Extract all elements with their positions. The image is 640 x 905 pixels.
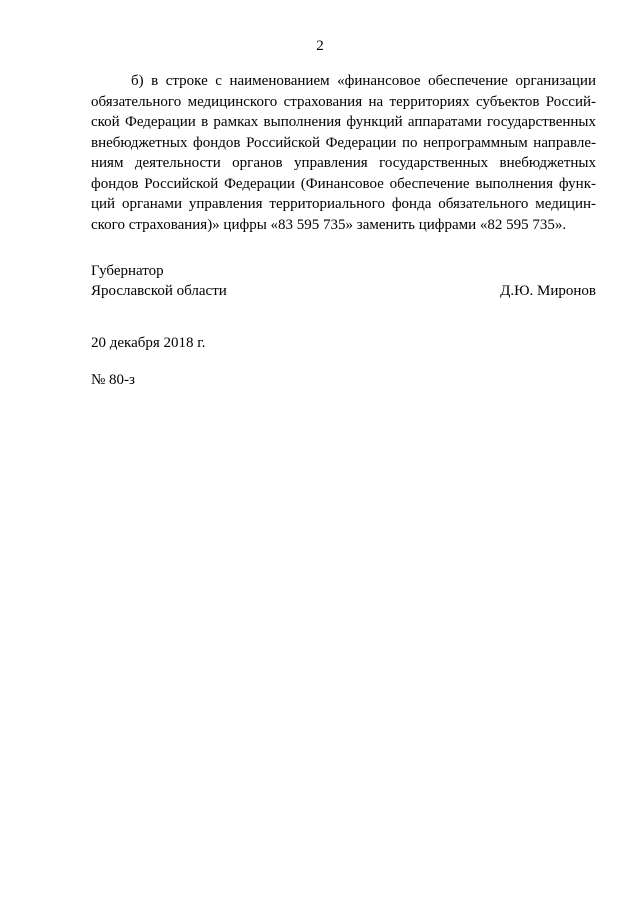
paragraph-line: ской Федерации в рамках выполнения функций аппаратами государственных (91, 114, 596, 130)
page-number: 2 (316, 38, 324, 54)
paragraph-line: ций органами управления территориального фонда обязательного медицин- (91, 196, 596, 212)
paragraph-line: ниям деятельности органов управления государственных внебюджетных (91, 155, 596, 171)
amendment-paragraph (91, 71, 596, 235)
document-number: № 80-з (91, 372, 135, 388)
paragraph-line: б) в строке с наименованием «финансовое обеспечение организации (131, 73, 596, 89)
paragraph-line: внебюджетных фондов Российской Федерации по непрограммным направле- (91, 134, 596, 151)
paragraph-line: обязательного медицинского страхования на территориях субъектов Россий- (91, 93, 596, 110)
signatory-name: Д.Ю. Миронов (500, 283, 596, 299)
signatory-title: Губернатор (91, 263, 164, 279)
paragraph-line: ского страхования)» цифры «83 595 735» заменить цифрами «82 595 735». (91, 216, 567, 233)
signatory-region: Ярославской области (91, 283, 227, 299)
paragraph-line: фондов Российской Федерации (Финансовое обеспечение выполнения функ- (91, 175, 596, 192)
document-date: 20 декабря 2018 г. (91, 335, 206, 351)
